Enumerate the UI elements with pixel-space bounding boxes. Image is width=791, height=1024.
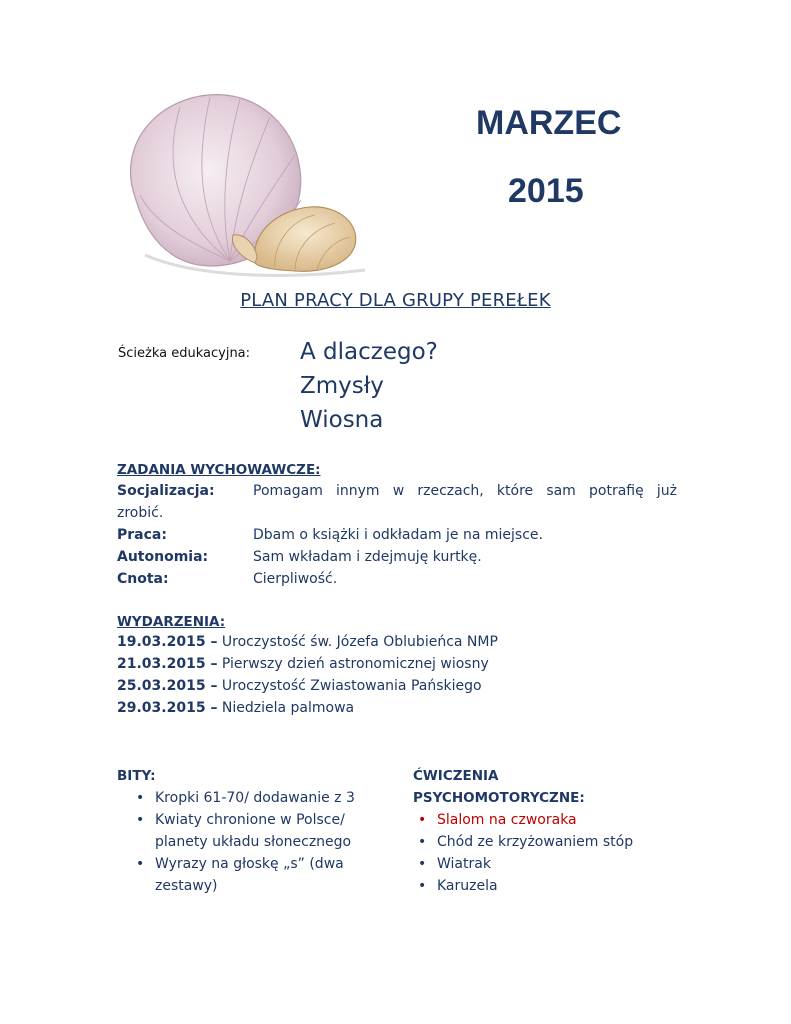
education-path-label: Ścieżka edukacyjna: bbox=[118, 346, 251, 361]
bullet-icon: • bbox=[136, 812, 145, 828]
task-label: Autonomia: bbox=[117, 549, 209, 565]
bullet-icon: • bbox=[418, 856, 427, 872]
event-item bbox=[117, 697, 677, 719]
plan-subtitle: PLAN PRACY DLA GRUPY PEREŁEK bbox=[240, 290, 551, 311]
year-title: 2015 bbox=[508, 172, 584, 210]
tasks-heading: ZADANIA WYCHOWAWCZE: bbox=[117, 462, 321, 478]
event-item bbox=[117, 675, 677, 697]
education-path-list bbox=[300, 335, 438, 437]
bullet-icon: • bbox=[136, 790, 145, 806]
bullet-icon: • bbox=[418, 812, 427, 828]
bity-item-text: Wyrazy na głoskę „s” (dwa bbox=[155, 856, 344, 872]
exercise-item bbox=[413, 875, 693, 897]
task-value: Sam wkładam i zdejmuję kurtkę. bbox=[253, 549, 482, 565]
task-label: Praca: bbox=[117, 527, 167, 543]
event-item bbox=[117, 631, 677, 653]
task-value-continued: zrobić. bbox=[117, 505, 164, 521]
event-text: Uroczystość św. Józefa Oblubieńca NMP bbox=[217, 634, 498, 650]
bity-item-text-cont: planety układu słonecznego bbox=[155, 834, 352, 850]
exercises-heading-line2: PSYCHOMOTORYCZNE: bbox=[413, 790, 585, 806]
bity-item-text: Kwiaty chronione w Polsce/ bbox=[155, 812, 345, 828]
event-date: 29.03.2015 – bbox=[117, 700, 218, 716]
event-date: 25.03.2015 – bbox=[117, 678, 218, 694]
exercise-item bbox=[413, 853, 693, 875]
events-section bbox=[117, 614, 677, 719]
task-value: Dbam o książki i odkładam je na miejsce. bbox=[253, 527, 543, 543]
task-label: Cnota: bbox=[117, 571, 169, 587]
task-row bbox=[117, 524, 677, 546]
education-path-item: Zmysły bbox=[300, 373, 384, 399]
tasks-section bbox=[117, 462, 677, 590]
bullet-icon: • bbox=[418, 878, 427, 894]
bity-heading: BITY: bbox=[117, 768, 156, 784]
event-text: Niedziela palmowa bbox=[217, 700, 355, 716]
task-row bbox=[117, 568, 677, 590]
event-date: 21.03.2015 – bbox=[117, 656, 218, 672]
seashell-illustration bbox=[105, 85, 375, 280]
bity-item bbox=[131, 853, 387, 897]
exercises-heading bbox=[413, 765, 693, 809]
events-heading: WYDARZENIA: bbox=[117, 614, 226, 630]
bullet-icon: • bbox=[418, 834, 427, 850]
education-path-item: Wiosna bbox=[300, 407, 384, 433]
bity-item-text: Kropki 61-70/ dodawanie z 3 bbox=[155, 790, 355, 806]
bity-item-text-cont: zestawy) bbox=[155, 878, 218, 894]
exercise-item bbox=[413, 809, 693, 831]
exercise-item-text: Slalom na czworaka bbox=[437, 812, 577, 828]
bullet-icon: • bbox=[136, 856, 145, 872]
exercise-item-text: Wiatrak bbox=[437, 856, 491, 872]
task-value: Cierpliwość. bbox=[253, 571, 338, 587]
exercises-section bbox=[413, 765, 693, 897]
bity-section bbox=[117, 765, 387, 897]
exercise-item bbox=[413, 831, 693, 853]
exercises-list bbox=[413, 809, 693, 897]
exercises-heading-line1: ĆWICZENIA bbox=[413, 768, 499, 784]
bity-item bbox=[131, 787, 387, 809]
event-text: Uroczystość Zwiastowania Pańskiego bbox=[217, 678, 482, 694]
month-title: MARZEC bbox=[476, 104, 622, 142]
task-row bbox=[117, 480, 677, 502]
event-date: 19.03.2015 – bbox=[117, 634, 218, 650]
event-item bbox=[117, 653, 677, 675]
education-path-item: A dlaczego? bbox=[300, 339, 438, 365]
exercise-item-text: Chód ze krzyżowaniem stóp bbox=[437, 834, 634, 850]
bity-item bbox=[131, 809, 387, 853]
bity-list bbox=[131, 787, 387, 897]
task-value: Pomagam innym w rzeczach, które sam potrafię już bbox=[253, 483, 677, 499]
event-text: Pierwszy dzień astronomicznej wiosny bbox=[217, 656, 489, 672]
task-label: Socjalizacja: bbox=[117, 483, 215, 499]
exercise-item-text: Karuzela bbox=[437, 878, 498, 894]
task-row bbox=[117, 546, 677, 568]
